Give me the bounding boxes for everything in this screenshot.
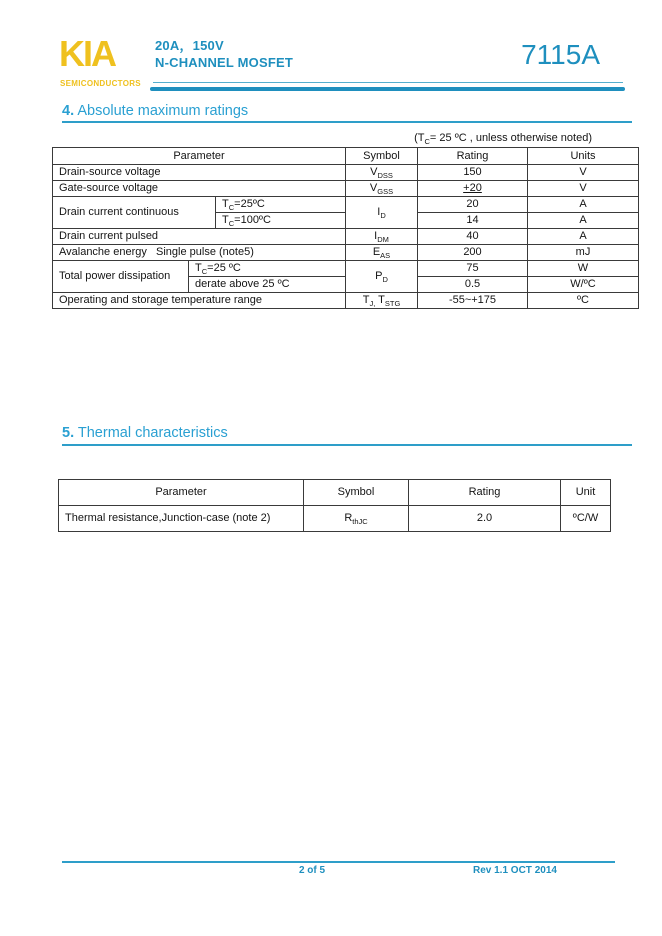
- param-cell: Avalanche energy Single pulse (note5): [53, 245, 346, 261]
- conditions-note: ($T_C= 25$ ºC , unless otherwise noted): [414, 132, 592, 147]
- table-row: [53, 261, 639, 277]
- header-cell-units: Units: [528, 148, 639, 165]
- footer-rule: [62, 861, 615, 863]
- table-row: [53, 293, 639, 309]
- symbol-cell: $P_D$: [346, 261, 418, 293]
- page-number: 2 of 5: [298, 865, 326, 876]
- symbol-cell: $I_{DM}$: [346, 229, 418, 245]
- param-cell: Drain current continuous: [53, 197, 216, 229]
- table-row: [53, 245, 639, 261]
- section-4-title: Absolute maximum ratings: [77, 103, 249, 119]
- rating-cell: 2.0: [409, 506, 561, 532]
- units-cell: A: [528, 197, 639, 213]
- section-5-number: 5.: [62, 425, 75, 441]
- device-spec-line2: N-CHANNEL MOSFET: [155, 55, 294, 70]
- symbol-cell: $T_{J,}$ $T_{STG}$: [346, 293, 418, 309]
- table-row: [53, 181, 639, 197]
- units-cell: V: [528, 165, 639, 181]
- section-5-underline: [62, 444, 632, 446]
- param-cell: Drain current pulsed: [53, 229, 346, 245]
- symbol-cell: $I_D$: [346, 197, 418, 229]
- header-cell-rating: Rating: [418, 148, 528, 165]
- units-cell: mJ: [528, 245, 639, 261]
- logo-subtitle: SEMICONDUCTORS: [60, 79, 141, 88]
- part-number: 7115A: [521, 39, 600, 70]
- units-cell: W/ºC: [528, 277, 639, 293]
- header-cell-parameter: Parameter: [53, 148, 346, 165]
- header-cell-symbol: Symbol: [304, 480, 409, 506]
- thermal-characteristics-table: [58, 479, 611, 532]
- table-header-row: [59, 480, 611, 506]
- rating-cell: 14: [418, 213, 528, 229]
- units-cell: A: [528, 213, 639, 229]
- rating-cell: 150: [418, 165, 528, 181]
- param-cell: Thermal resistance,Junction-case (note 2): [59, 506, 304, 532]
- rating-cell: 0.5: [418, 277, 528, 293]
- symbol-cell: $R_{thJC}$: [304, 506, 409, 532]
- section-4-underline: [62, 121, 632, 123]
- device-spec-block: [155, 37, 293, 71]
- header-rule-thick: [150, 87, 625, 91]
- units-cell: ºC: [528, 293, 639, 309]
- section-4-number: 4.: [62, 103, 75, 119]
- header-cell-parameter: Parameter: [59, 480, 304, 506]
- table-row: [53, 197, 639, 213]
- table-row: [53, 165, 639, 181]
- kia-logo: KIA: [59, 33, 115, 74]
- header-rule-thin: [153, 82, 623, 83]
- symbol-cell: $V_{GSS}$: [346, 181, 418, 197]
- condition-cell: $T_C=25ºC$: [216, 197, 346, 213]
- device-spec-line1: 20A，150V: [155, 38, 224, 53]
- units-cell: A: [528, 229, 639, 245]
- units-cell: W: [528, 261, 639, 277]
- rating-cell: 75: [418, 261, 528, 277]
- rating-cell: -55~+175: [418, 293, 528, 309]
- header-cell-symbol: Symbol: [346, 148, 418, 165]
- unit-cell: ºC/W: [561, 506, 611, 532]
- header-cell-rating: Rating: [409, 480, 561, 506]
- condition-cell: derate above 25 ºC: [189, 277, 346, 293]
- table-header-row: [53, 148, 639, 165]
- rating-cell: 200: [418, 245, 528, 261]
- header-cell-unit: Unit: [561, 480, 611, 506]
- param-cell: Drain-source voltage: [53, 165, 346, 181]
- param-cell: Gate-source voltage: [53, 181, 346, 197]
- condition-cell: $T_C=100ºC$: [216, 213, 346, 229]
- units-cell: V: [528, 181, 639, 197]
- rating-cell: 40: [418, 229, 528, 245]
- param-cell: Operating and storage temperature range: [53, 293, 346, 309]
- revision-label: Rev 1.1 OCT 2014: [473, 865, 557, 876]
- section-4-heading: [62, 103, 248, 119]
- absolute-maximum-ratings-table: [52, 147, 639, 309]
- section-5-heading: [62, 425, 228, 441]
- condition-cell: $T_C=25$ ºC: [189, 261, 346, 277]
- symbol-cell: $V_{DSS}$: [346, 165, 418, 181]
- param-cell: Total power dissipation: [53, 261, 189, 293]
- rating-cell: 20: [418, 197, 528, 213]
- section-5-title: Thermal characteristics: [77, 425, 228, 441]
- symbol-cell: $E_{AS}$: [346, 245, 418, 261]
- table-row: [53, 229, 639, 245]
- table-row: [59, 506, 611, 532]
- rating-cell: +20: [418, 181, 528, 197]
